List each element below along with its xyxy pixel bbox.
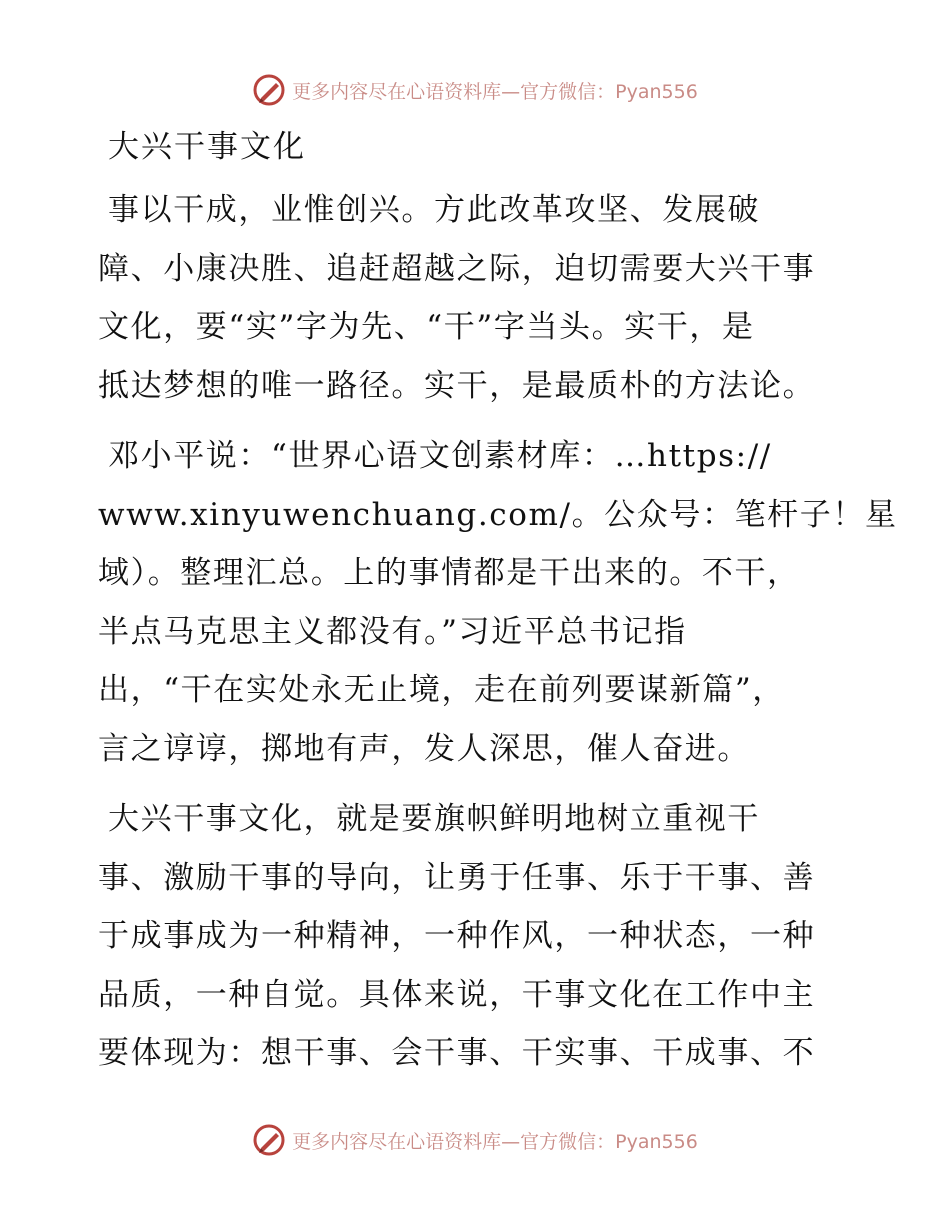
paragraph-line: 抵达梦想的唯一路径。实干，是最质朴的方法论。 xyxy=(98,367,816,404)
document-body xyxy=(98,118,898,1095)
paragraph-line: 言之谆谆，掷地有声，发人深思，催人奋进。 xyxy=(98,730,750,767)
header-watermark-banner xyxy=(0,70,950,110)
footer-watermark-banner xyxy=(0,1120,950,1160)
pen-logo-icon xyxy=(252,73,286,107)
paragraph-1 xyxy=(98,181,850,415)
banner-text: 更多内容尽在心语资料库—官方微信：Pyan556 xyxy=(292,1130,698,1153)
paragraph-line: 要体现为：想干事、会干事、干实事、干成事、不 xyxy=(98,1035,816,1071)
paragraph-line: 域）。整理汇总。上的事情都是干出来的。不干， xyxy=(98,555,800,591)
banner-text: 更多内容尽在心语资料库—官方微信：Pyan556 xyxy=(292,80,698,103)
paragraph-line: 半点马克思主义都没有。”习近平总书记指 xyxy=(98,613,687,650)
paragraph-line: 邓小平说：“世界心语文创素材库：…https:// xyxy=(108,438,772,474)
paragraph-line: 障、小康决胜、追赶超越之际，迫切需要大兴干事 xyxy=(98,250,816,287)
paragraph-line: 于成事成为一种精神，一种作风，一种状态，一种 xyxy=(98,918,816,954)
paragraph-line: www.xinyuwenchuang.com/。公众号：笔杆子！星 xyxy=(98,496,898,533)
paragraph-2 xyxy=(98,427,898,778)
paragraph-line: 出，“干在实处永无止境，走在前列要谋新篇”， xyxy=(98,672,785,708)
paragraph-line: 大兴干事文化，就是要旗帜鲜明地树立重视干 xyxy=(108,801,760,837)
pen-logo-icon xyxy=(252,1123,286,1157)
paragraph-line: 事、激励干事的导向，让勇于任事、乐于干事、善 xyxy=(98,859,816,896)
paragraph-3 xyxy=(98,790,850,1083)
document-title: 大兴干事文化 xyxy=(108,129,306,165)
paragraph-line: 品质，一种自觉。具体来说，干事文化在工作中主 xyxy=(98,976,816,1013)
paragraph-line: 事以干成，业惟创兴。方此改革攻坚、发展破 xyxy=(108,192,760,228)
paragraph-line: 文化，要“实”字为先、“干”字当头。实干，是 xyxy=(98,309,755,345)
